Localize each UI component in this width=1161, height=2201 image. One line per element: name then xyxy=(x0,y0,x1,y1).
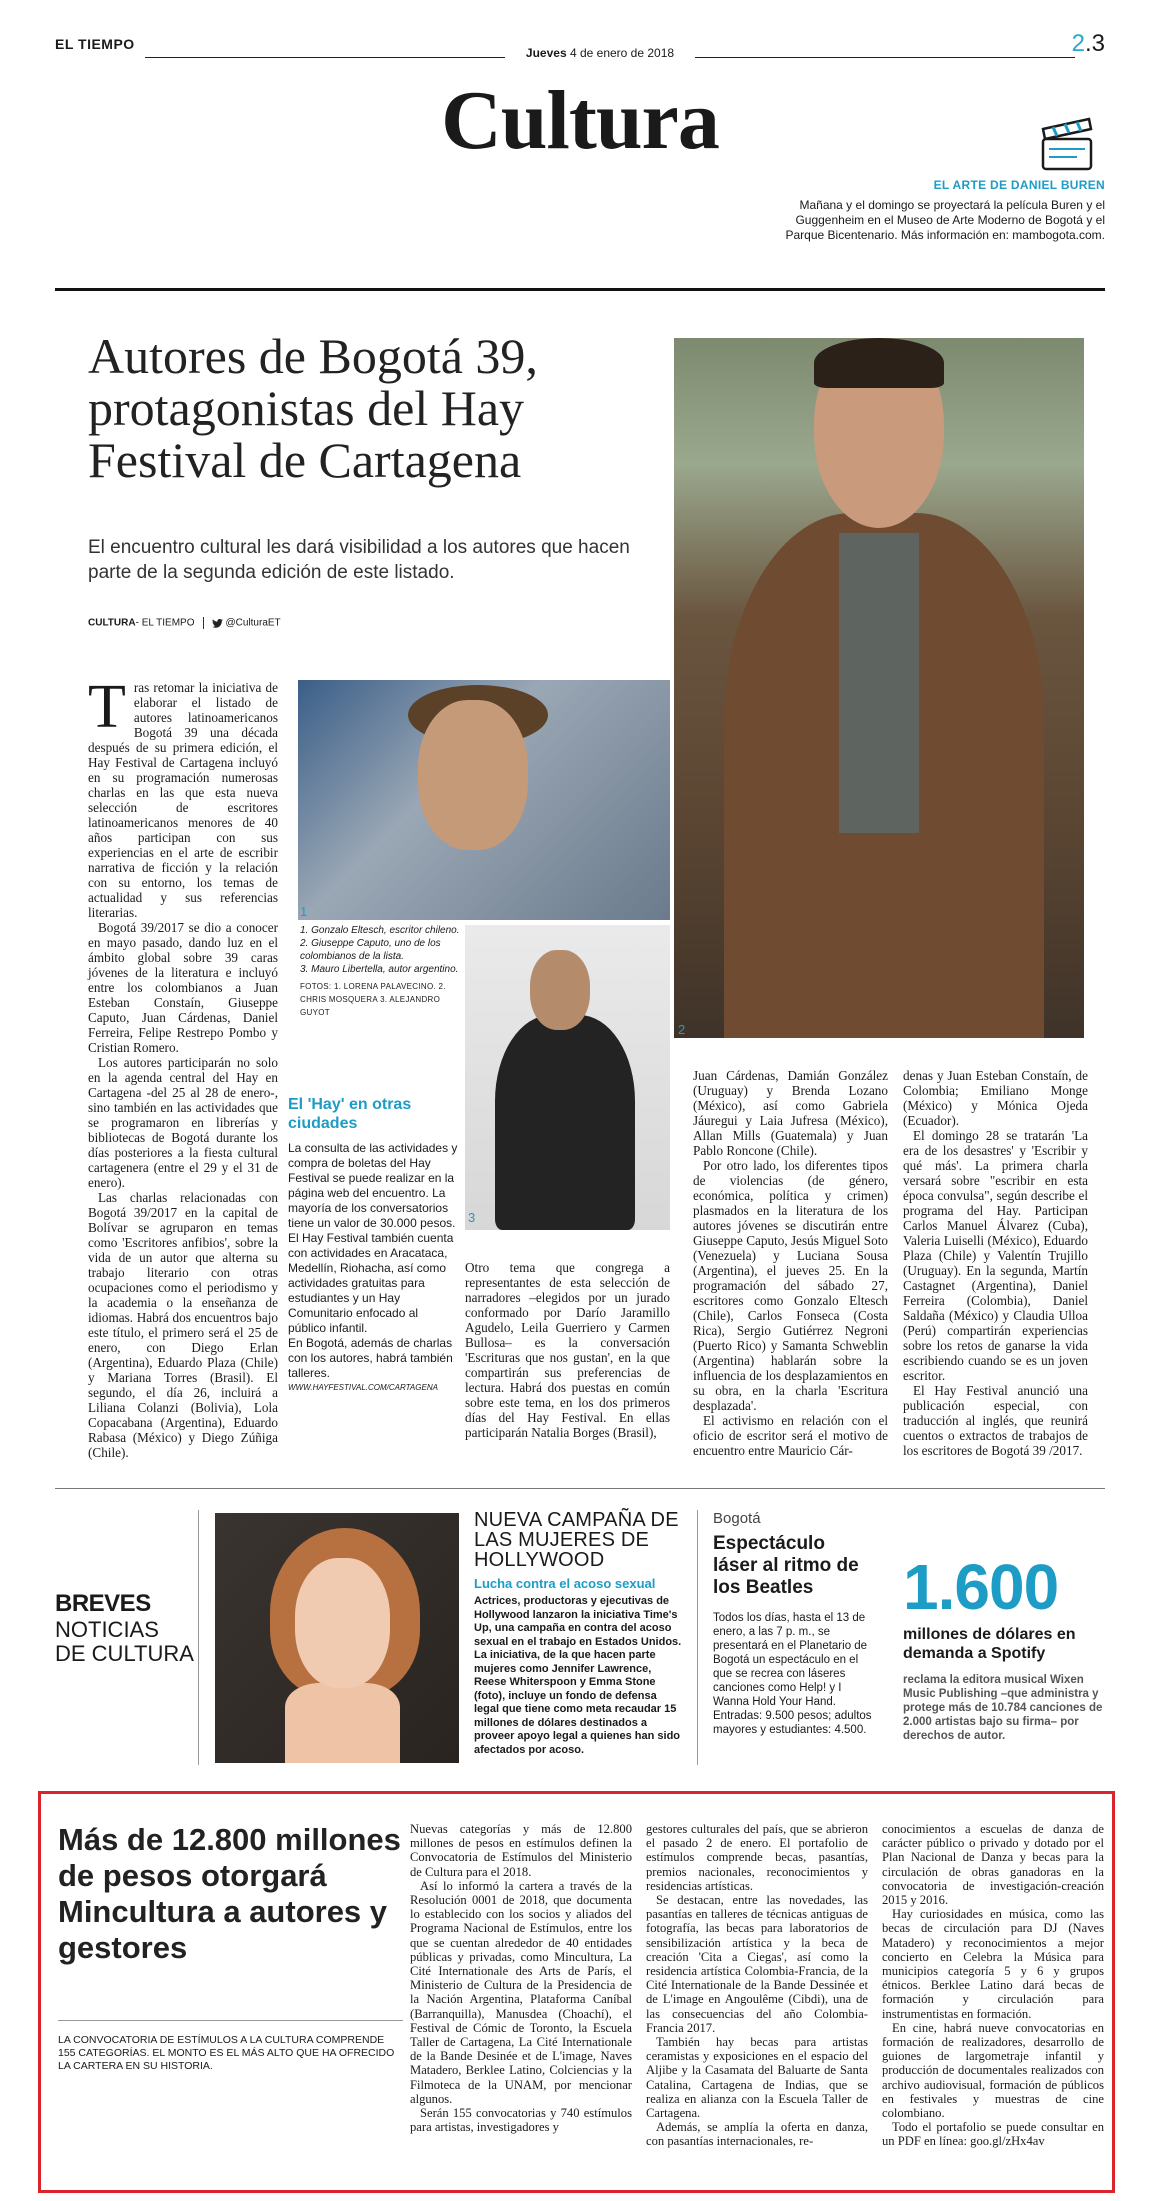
main-col-5-para-2: El Hay Festival anunció una publicación especial, con traducción al inglés, que reunirá cuentos o extractos de trabajos de los escritores de Bogotá 39 /2017. xyxy=(903,1383,1088,1458)
brand-logo: EL TIEMPO xyxy=(55,36,135,52)
sidebar-url: WWW.HAYFESTIVAL.COM/CARTAGENA xyxy=(288,1383,438,1392)
breves-divider-1 xyxy=(198,1510,199,1765)
photo-giuseppe-caputo xyxy=(674,338,1084,1038)
byline-section: CULTURA xyxy=(88,617,136,629)
main-col-4-para-1: Por otro lado, los diferentes tipos de violencias (de género, económica, política y crimen) plasmados en la literatura de los autores jóvenes se discutirán entre Giuseppe Caputo, Jesús Miguel Soto (Venezuela) y Luciana Sousa (Argentina), el jueves 25. En la programación del sábado 27, escritores como Gonzalo Eltesch (Chile), Carlos Fonseca (Costa Rica), Sergio Gutiérrez Negroni (Puerto Rico) y Samanta Schweblin (Argentina) hablarán sobre la influencia de los desplazamientos en su obra, en la charla 'Escritura desplazada'. xyxy=(693,1158,888,1413)
photo-number-1: 1 xyxy=(300,904,308,919)
caption-2: 2. Giuseppe Caputo, uno de los colombianos de la lista. xyxy=(300,938,441,962)
spotify-text: reclama la editora musical Wixen Music Publishing –que administra y protege más de 10.784 canciones de 2.000 artistas bajo su firma– por derechos de autor. xyxy=(903,1674,1103,1742)
photo-credits: FOTOS: 1. LORENA PALAVECINO. 2. CHRIS MOSQUERA 3. ALEJANDRO GUYOT xyxy=(300,982,446,1017)
main-col-4-para-0: Juan Cárdenas, Damián González (Uruguay) y Brenda Lozano (México), así como Gabriela Jáuregui y Laia Jufresa (México), Allan Mills (Guatemala) y Juan Pablo Roncone (Chile). xyxy=(693,1068,888,1158)
main-col-5-para-1: El domingo 28 se tratarán 'La era de los desastres' y 'Escribir y qué más'. La primera charla versará sobre "escribir en esta época convulsa", según describe el programa del Hay. Participan Carlos Manuel Álvarez (Cuba), Valeria Luiselli (México), Eduardo Plaza (Chile) y Valentín Trujillo (Uruguay). En la segunda, Martín Castagnet (Argentina), Daniel Ferreira (Colombia), Daniel Saldaña (México) y Claudia Ulloa (Perú) compartirán experiencias sobre los retos de ganarse la vida escribiendo cuando se es un joven escritor. xyxy=(903,1128,1088,1383)
mincultura-rule xyxy=(58,2020,403,2021)
breves-divider-2 xyxy=(697,1510,698,1765)
main-col-4-para-2: El activismo en relación con el oficio de escritor será el motivo de encuentro entre Mauricio Cár- xyxy=(693,1413,888,1458)
mincultura-col-2-para-3: Además, se amplía la oferta en danza, con pasantías internacionales, re- xyxy=(646,2120,868,2149)
byline-outlet: - EL TIEMPO xyxy=(135,617,195,629)
mincultura-col-1 xyxy=(410,1822,632,2134)
beatles-text: Todos los días, hasta el 13 de enero, a las 7 p. m., se presentará en el Planetario de Bogotá un espectáculo en el que se recrea con láseres canciones como Help! y I Wanna Hold Your Hand. Entradas: 9.500 pesos; adultos mayores y estudiantes: 4.500. xyxy=(713,1612,872,1736)
main-deck: El encuentro cultural les dará visibilidad a los autores que hacen parte de la segunda edición de este listado. xyxy=(88,537,630,583)
main-col-1-para-0: Tras retomar la iniciativa de elaborar el listado de autores latinoamericanos Bogotá 39 una década después de su primera edición, el Hay Festival de Cartagena incluyó en su programación numerosas charlas en las que esta nueva selección de escritores latinoamericanos menores de 40 años participan con sus experiencias en el arte de escribir narrativa de ficción y la relación con su entorno, los temas de actualidad y sus referencias literarias. xyxy=(88,673,278,920)
spotify-figure: 1.600 xyxy=(903,1551,1059,1623)
section-divider xyxy=(55,1488,1105,1489)
mincultura-col-1-para-1: Así lo informó la cartera a través de la Resolución 0001 de 2018, que documenta lo establecido con los socios y aliados del Programa Nacional de Estímulos, entre los que se cuentan alrededor de 40 entidades públicas y privadas, como Mincultura, La Cité Internationale des Arts de París, el Ministerio de Cultura de la Presidencia de la Nación Argentina, Plataforma Caníbal (Barranquilla), Manusdea (Choachí), el Festival de Cómic de Toronto, la Escuela Taller de Cartagena, La Cité Internationale de la Bande Desinée et de L'image, Naves Matadero, Berklee Latino, Colciencias y la Filmoteca de la UNAM, por mencionar algunos. xyxy=(410,1878,632,2106)
mincultura-col-2 xyxy=(646,1822,868,2149)
sidebar-title: El 'Hay' en otras ciudades xyxy=(288,1096,412,1132)
sidebar-para-1: El Hay Festival también cuenta con actividades en Aracataca, Medellín, Riohacha, así como actividades gratuitas para estudiantes y un Hay Comunitario enfocado al público infantil. xyxy=(288,1231,454,1335)
mincultura-col-3-para-1: Hay curiosidades en música, como las becas de circulación para DJ (Naves Matadero) y reconocimientos a mejor concierto en Celebra la Música para municipios categoría 5 y 6 y grupos étnicos. Berklee Latino dará becas de formación y circulación para instrumentistas en formación. xyxy=(882,1907,1104,2021)
photo-number-2: 2 xyxy=(678,1022,686,1037)
campaign-subtitle: Lucha contra el acoso sexual xyxy=(474,1576,656,1591)
mincultura-headline: Más de 12.800 millones de pesos otorgará Mincultura a autores y gestores xyxy=(58,1822,401,1965)
mincultura-col-2-para-1: Se destacan, entre las novedades, las pasantías en talleres de técnicas antiguas de fotografía, las becas para laboratorios de sensibilización artística y la beca de creación 'Cita a Ciegas', así como la residencia artística Colombia-Francia, de la Cité Internationale de la Bande Dessinée et de L'image en Angoulême (Cibdi), una de las consecuencias del año Colombia-Francia 2017. xyxy=(646,1893,868,2035)
clapperboard-icon xyxy=(1037,115,1097,175)
beatles-kicker: Bogotá xyxy=(713,1510,761,1527)
main-col-1-para-1: Bogotá 39/2017 se dio a conocer en mayo pasado, dando luz en el ámbito global sobre 39 caras jóvenes de la literatura e incluyó entre los colombianos a Juan Esteban Constaín, Giuseppe Caputo, Juan Cárdenas, Daniel Ferreira, Felipe Restrepo Pombo y Cristian Romero. xyxy=(88,920,278,1055)
mincultura-col-3 xyxy=(882,1822,1104,2149)
breves-label-2: NOTICIAS DE CULTURA xyxy=(55,1617,194,1666)
caption-1: 1. Gonzalo Eltesch, escritor chileno. xyxy=(300,925,460,936)
photo-number-3: 3 xyxy=(468,1210,476,1225)
mincultura-col-2-para-0: gestores culturales del país, que se abrieron el pasado 2 de enero. El portafolio de estímulos comprende becas, pasantías, premios nacionales, reconocimientos y residencias artísticas. xyxy=(646,1822,868,1893)
sidebar-para-0: La consulta de las actividades y compra de boletas del Hay Festival se puede realizar en la página web del encuentro. La mayoría de los conversatorios tiene un valor de 30.000 pesos. xyxy=(288,1141,458,1230)
mincultura-col-1-para-2: Serán 155 convocatorias y 740 estímulos para artistas, investigadores y xyxy=(410,2106,632,2135)
main-col-1 xyxy=(88,673,278,1460)
masthead-rule-right xyxy=(695,57,1075,58)
mincultura-deck: LA CONVOCATORIA DE ESTÍMULOS A LA CULTURA COMPRENDE 155 CATEGORÍAS. EL MONTO ES EL MÁS ALTO QUE HA OFRECIDO LA CARTERA EN SU HISTORIA. xyxy=(58,2034,395,2072)
beatles-title: Espectáculo láser al ritmo de los Beatles xyxy=(713,1533,859,1598)
spotify-label: millones de dólares en demanda a Spotify xyxy=(903,1626,1076,1662)
mincultura-col-1-para-0: Nuevas categorías y más de 12.800 millones de pesos en estímulos definen la Convocatoria de Estímulos del Ministerio de Cultura para el 2018. xyxy=(410,1822,632,1879)
main-col-1-para-2: Los autores participarán no solo en la agenda central del Hay en Cartagena -del 25 al 28 de enero-, sino también en las actividades que se programaron en librerías y bibliotecas de Bogotá durante los días posteriores a la fiesta cultural cartagenera (entre el 29 y el 31 de enero). xyxy=(88,1055,278,1190)
main-col-4 xyxy=(693,1068,888,1458)
main-col-5-para-0: denas y Juan Esteban Constaín, de Colombia; Emiliano Monge (México) y Mónica Ojeda (Ecuador). xyxy=(903,1068,1088,1128)
promo-box xyxy=(780,178,1105,243)
section-title: Cultura xyxy=(441,74,719,167)
brief-hollywood-campaign xyxy=(474,1510,684,1757)
brief-spotify xyxy=(903,1551,1108,1743)
issue-date: Jueves 4 de enero de 2018 xyxy=(525,46,675,60)
mincultura-col-3-para-2: En cine, habrá nueve convocatorias en formación de realizadores, desarrollo de guiones de largometraje infantil y producción de documentales realizados con archivo audiovisual, formación de públicos en festivales y muestras de cine colombiano. xyxy=(882,2020,1104,2121)
page-number: 2.3 xyxy=(1071,30,1105,57)
masthead xyxy=(55,30,1105,66)
breves-label xyxy=(55,1590,195,1666)
masthead-rule-left xyxy=(145,57,505,58)
main-headline: Autores de Bogotá 39, protagonistas del Hay Festival de Cartagena xyxy=(88,328,538,488)
campaign-title: NUEVA CAMPAÑA DE LAS MUJERES DE HOLLYWOOD xyxy=(474,1509,679,1571)
main-col-3 xyxy=(465,1260,670,1440)
main-col-5 xyxy=(903,1068,1088,1458)
promo-text: Mañana y el domingo se proyectará la película Buren y el Guggenheim en el Museo de Arte Moderno de Bogotá y el Parque Bicentenario. Más información en: mambogota.com. xyxy=(785,198,1105,242)
campaign-text: Actrices, productoras y ejecutivas de Hollywood lanzaron la iniciativa Time's Up, una campaña en contra del acoso sexual en el trabajo en Estados Unidos. La iniciativa, de la que hacen parte mujeres como Jennifer Lawrence, Reese Whiterspoon y Emma Stone (foto), incluye un fondo de defensa legal que tiene como meta recaudar 15 millones de dólares destinados a proveer apoyo legal a quienes han sido afectados por acoso. xyxy=(474,1595,682,1756)
dropcap: T xyxy=(88,673,126,741)
sidebar-para-2: En Bogotá, además de charlas con los autores, habrá también talleres. xyxy=(288,1336,453,1380)
brief-beatles-laser xyxy=(713,1510,873,1737)
byline-twitter: @CulturaET xyxy=(225,617,281,629)
photo-emma-stone xyxy=(215,1513,459,1763)
promo-title: EL ARTE DE DANIEL BUREN xyxy=(933,178,1105,192)
photo-captions xyxy=(300,924,460,1019)
main-col-3-para-0: Otro tema que congrega a representantes de esta selección de narradores –elegidos por un jurado conformado por Darío Jaramillo Agudelo, Leila Guerriero y Carmen Bullosa– es la conversación 'Escrituras que nos gustan', en la que compartirán sus preferencias de lectura. Habrá dos puestas en común sobre este tema, en los dos primeros días del Hay Festival. En ellas participarán Natalia Borges (Brasil), xyxy=(465,1260,670,1440)
mincultura-col-2-para-2: También hay becas para artistas ceramistas y exposiciones en el espacio del Aljibe y la Casamata del Baluarte de Santa Catalina, Cartagena de Indias, que se realiza en alianza con la Escuela Taller de Cartagena. xyxy=(646,2035,868,2121)
mincultura-col-3-para-3: Todo el portafolio se puede consultar en un PDF en línea: goo.gl/zHx4av xyxy=(882,2120,1104,2149)
breves-label-1: BREVES xyxy=(55,1590,151,1617)
photo-gonzalo-eltesch xyxy=(298,680,670,920)
header-divider xyxy=(55,288,1105,291)
mincultura-col-3-para-0: conocimientos a escuelas de danza de carácter público o privado y dotado por el Plan Nacional de Danza y becas para la circulación de obras ganadoras en la convocatoria de investigación-creación 2015 y 2016. xyxy=(882,1822,1104,1908)
main-col-1-para-3: Las charlas relacionadas con Bogotá 39/2017 en la capital de Bolívar se agruparon en temas como 'Escritores anfibios', sobre la vida de un autor que alterna su trabajo literario con otras ocupaciones como el periodismo y la academia o la enseñanza de idiomas. Habrá dos encuentros bajo este título, el primero será el 25 de enero, con Diego Erlan (Argentina), Eduardo Plaza (Chile) y Mariana Torres (Brasil). El segundo, el día 26, incluirá a Liliana Colanzi (Bolivia), Lola Copacabana (Argentina), Eduardo Rabasa (México) y Diego Zúñiga (Chile). xyxy=(88,1190,278,1460)
twitter-icon xyxy=(212,619,223,628)
caption-3: 3. Mauro Libertella, autor argentino. xyxy=(300,964,459,975)
sidebar-hay-otras-ciudades xyxy=(288,1095,458,1392)
photo-mauro-libertella xyxy=(465,925,670,1230)
byline xyxy=(88,617,281,629)
